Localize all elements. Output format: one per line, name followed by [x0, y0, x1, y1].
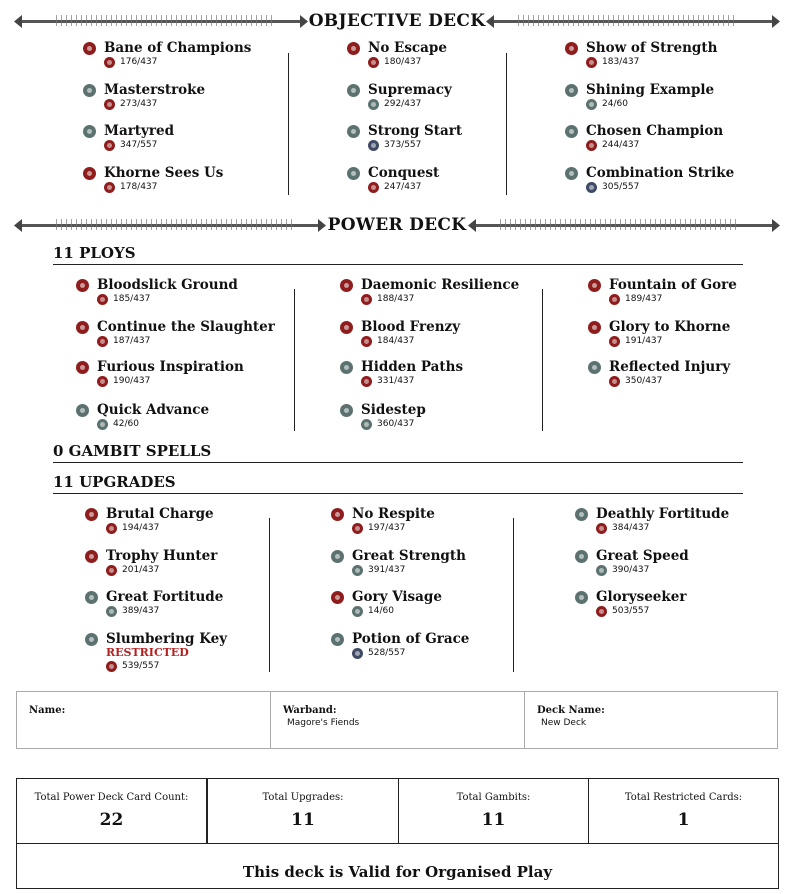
card-name: Continue the Slaughter	[97, 319, 275, 335]
card-number: 189/437	[625, 294, 663, 304]
card-name: Brutal Charge	[106, 506, 214, 522]
warband-cell	[271, 692, 525, 748]
grey-card-type-icon	[76, 404, 89, 417]
card-name: Chosen Champion	[586, 123, 724, 139]
red-card-type-icon	[85, 550, 98, 563]
grey-card-type-icon	[347, 125, 360, 138]
set-icon	[596, 606, 607, 617]
set-icon	[104, 182, 115, 193]
set-icon	[361, 376, 372, 387]
red-card-type-icon	[331, 508, 344, 521]
card-number: 194/437	[122, 523, 160, 533]
red-card-type-icon	[76, 361, 89, 374]
card-name: Combination Strike	[586, 165, 735, 181]
card-number: 183/437	[602, 57, 640, 67]
set-icon	[97, 294, 108, 305]
set-icon	[361, 294, 372, 305]
card-number: 180/437	[384, 57, 422, 67]
grey-card-type-icon	[85, 633, 98, 646]
set-icon	[106, 661, 117, 672]
grey-card-type-icon	[85, 591, 98, 604]
objective-column-divider-2	[506, 53, 507, 195]
card-name: Great Fortitude	[106, 589, 224, 605]
card-name: Gloryseeker	[596, 589, 687, 605]
deck-name-cell	[525, 692, 777, 748]
card-number: 503/557	[612, 606, 650, 616]
red-card-type-icon	[347, 42, 360, 55]
total-gambits-label: Total Gambits:	[456, 792, 531, 803]
set-icon	[106, 606, 117, 617]
card-number: 305/557	[602, 182, 640, 192]
warband-value: Magore's Fiends	[287, 718, 360, 728]
ploys-column-divider-1	[294, 289, 295, 431]
card-number: 360/437	[377, 419, 415, 429]
red-card-type-icon	[340, 321, 353, 334]
card-number: 347/557	[120, 140, 158, 150]
grey-card-type-icon	[565, 84, 578, 97]
card-number: 188/437	[377, 294, 415, 304]
gambit-spells-heading: 0 GAMBIT SPELLS	[53, 442, 743, 463]
grey-card-type-icon	[347, 84, 360, 97]
set-icon	[586, 57, 597, 68]
set-icon	[97, 336, 108, 347]
total-upgrades-value: 11	[291, 810, 315, 830]
card-name: No Respite	[352, 506, 435, 522]
card-number: 247/437	[384, 182, 422, 192]
objective-column-divider-1	[288, 53, 289, 195]
set-icon	[586, 99, 597, 110]
card-number: 201/437	[122, 565, 160, 575]
card-name: Supremacy	[368, 82, 452, 98]
card-name: Quick Advance	[97, 402, 210, 418]
grey-card-type-icon	[331, 633, 344, 646]
restricted-label: RESTRICTED	[106, 646, 189, 659]
set-icon	[368, 57, 379, 68]
totals-separator	[17, 843, 778, 844]
set-icon	[368, 182, 379, 193]
card-name: Martyred	[104, 123, 175, 139]
set-icon	[609, 336, 620, 347]
red-card-type-icon	[76, 279, 89, 292]
card-name: Reflected Injury	[609, 359, 731, 375]
card-name: Great Strength	[352, 548, 466, 564]
card-number: 42/60	[113, 419, 139, 429]
set-icon	[352, 523, 363, 534]
card-name: Bloodslick Ground	[97, 277, 238, 293]
deck-info-box	[16, 691, 778, 749]
card-name: Trophy Hunter	[106, 548, 218, 564]
red-card-type-icon	[588, 279, 601, 292]
set-icon	[368, 140, 379, 151]
card-name: Slumbering Key	[106, 631, 228, 647]
card-number: 178/437	[120, 182, 158, 192]
total-upgrades-cell	[208, 779, 399, 843]
set-icon	[97, 376, 108, 387]
total-power-cell	[17, 779, 208, 843]
upgrades-heading: 11 UPGRADES	[53, 473, 743, 494]
grey-card-type-icon	[83, 125, 96, 138]
card-number: 273/437	[120, 99, 158, 109]
card-name: Shining Example	[586, 82, 715, 98]
grey-card-type-icon	[575, 508, 588, 521]
upgrades-column-divider-1	[269, 518, 270, 672]
set-icon	[609, 376, 620, 387]
grey-card-type-icon	[588, 361, 601, 374]
card-name: Gory Visage	[352, 589, 442, 605]
total-restricted-label: Total Restricted Cards:	[624, 792, 743, 803]
card-number: 14/60	[368, 606, 394, 616]
card-name: Sidestep	[361, 402, 426, 418]
grey-card-type-icon	[331, 550, 344, 563]
card-number: 185/437	[113, 294, 151, 304]
red-card-type-icon	[76, 321, 89, 334]
set-icon	[596, 523, 607, 534]
card-number: 24/60	[602, 99, 628, 109]
set-icon	[106, 565, 117, 576]
red-card-type-icon	[565, 42, 578, 55]
validity-message: This deck is Valid for Organised Play	[242, 863, 553, 881]
objective-deck-banner	[16, 9, 778, 33]
total-gambits-cell	[399, 779, 589, 843]
card-number: 331/437	[377, 376, 415, 386]
grey-card-type-icon	[340, 404, 353, 417]
red-card-type-icon	[83, 42, 96, 55]
upgrades-column-divider-2	[513, 518, 514, 672]
card-number: 390/437	[612, 565, 650, 575]
grey-card-type-icon	[565, 125, 578, 138]
total-gambits-value: 11	[481, 810, 506, 830]
set-icon	[352, 565, 363, 576]
set-icon	[97, 419, 108, 430]
card-name: Fountain of Gore	[609, 277, 737, 293]
card-name: Show of Strength	[586, 40, 718, 56]
card-number: 191/437	[625, 336, 663, 346]
totals-table	[16, 778, 779, 889]
set-icon	[104, 99, 115, 110]
power-deck-banner	[16, 213, 778, 237]
card-number: 391/437	[368, 565, 406, 575]
card-number: 184/437	[377, 336, 415, 346]
set-icon	[361, 419, 372, 430]
card-number: 176/437	[120, 57, 158, 67]
grey-card-type-icon	[575, 591, 588, 604]
card-number: 528/557	[368, 648, 406, 658]
set-icon	[586, 182, 597, 193]
set-icon	[352, 606, 363, 617]
card-name: No Escape	[368, 40, 447, 56]
power-deck-title: POWER DECK	[327, 215, 467, 235]
card-name: Deathly Fortitude	[596, 506, 730, 522]
card-name: Masterstroke	[104, 82, 206, 98]
red-card-type-icon	[331, 591, 344, 604]
total-upgrades-label: Total Upgrades:	[262, 792, 344, 803]
red-card-type-icon	[340, 279, 353, 292]
card-name: Furious Inspiration	[97, 359, 244, 375]
card-name: Great Speed	[596, 548, 689, 564]
set-icon	[361, 336, 372, 347]
set-icon	[596, 565, 607, 576]
set-icon	[609, 294, 620, 305]
red-card-type-icon	[588, 321, 601, 334]
set-icon	[368, 99, 379, 110]
card-number: 187/437	[113, 336, 151, 346]
set-icon	[104, 57, 115, 68]
grey-card-type-icon	[340, 361, 353, 374]
card-name: Strong Start	[368, 123, 463, 139]
ploys-heading: 11 PLOYS	[53, 244, 743, 265]
total-restricted-value: 1	[677, 810, 690, 830]
objective-deck-title: OBJECTIVE DECK	[308, 11, 486, 31]
red-card-type-icon	[85, 508, 98, 521]
card-name: Blood Frenzy	[361, 319, 461, 335]
ploys-column-divider-2	[542, 289, 543, 431]
card-name: Khorne Sees Us	[104, 165, 224, 181]
name-label: Name:	[29, 705, 66, 716]
set-icon	[586, 140, 597, 151]
deck-name-label: Deck Name:	[537, 705, 605, 716]
card-number: 190/437	[113, 376, 151, 386]
card-number: 197/437	[368, 523, 406, 533]
card-number: 389/437	[122, 606, 160, 616]
grey-card-type-icon	[83, 84, 96, 97]
card-number: 292/437	[384, 99, 422, 109]
total-power-value: 22	[99, 810, 124, 830]
grey-card-type-icon	[347, 167, 360, 180]
card-name: Potion of Grace	[352, 631, 470, 647]
card-number: 539/557	[122, 661, 160, 671]
card-number: 350/437	[625, 376, 663, 386]
grey-card-type-icon	[575, 550, 588, 563]
set-icon	[106, 523, 117, 534]
card-name: Conquest	[368, 165, 440, 181]
card-name: Daemonic Resilience	[361, 277, 520, 293]
card-number: 384/437	[612, 523, 650, 533]
set-icon	[352, 648, 363, 659]
card-name: Glory to Khorne	[609, 319, 731, 335]
warband-label: Warband:	[283, 705, 337, 716]
red-card-type-icon	[83, 167, 96, 180]
total-restricted-cell	[589, 779, 778, 843]
name-cell	[17, 692, 271, 748]
deck-name-value: New Deck	[541, 718, 587, 728]
card-name: Hidden Paths	[361, 359, 464, 375]
card-name: Bane of Champions	[104, 40, 252, 56]
card-number: 244/437	[602, 140, 640, 150]
grey-card-type-icon	[565, 167, 578, 180]
set-icon	[104, 140, 115, 151]
total-power-label: Total Power Deck Card Count:	[34, 792, 189, 803]
card-number: 373/557	[384, 140, 422, 150]
